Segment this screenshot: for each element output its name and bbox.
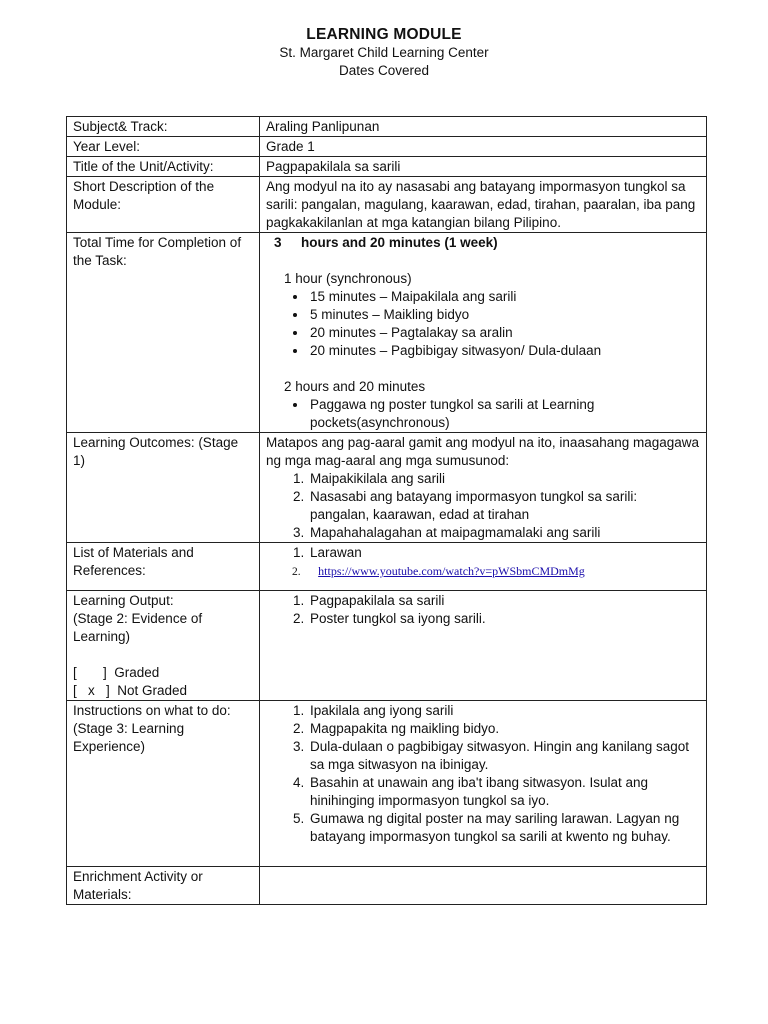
- enrichment-value: [260, 867, 707, 905]
- row-instructions: [67, 701, 707, 867]
- output-item: 1. Pagpapakilala sa sarili: [308, 592, 700, 610]
- instruction-item: 4. Basahin at unawain ang iba't ibang sitwasyon. Isulat ang hinihinging impormasyon tungkol sa iyo.: [308, 774, 700, 810]
- subject-value: Araling Panlipunan: [260, 117, 707, 137]
- outcomes-value: [260, 433, 707, 543]
- sync-item: • 20 minutes – Pagtalakay sa aralin: [308, 324, 700, 342]
- total-time-text: hours and 20 minutes (1 week): [301, 235, 498, 250]
- material-item-link-row: [266, 562, 700, 581]
- learning-output-label-line2: (Stage 2: Evidence of Learning): [73, 611, 203, 644]
- outcomes-list: [266, 470, 700, 542]
- not-graded-option: [ x ] Not Graded: [73, 683, 188, 698]
- row-subject: [67, 117, 707, 137]
- unit-title-value: Pagpapakilala sa sarili: [260, 157, 707, 177]
- outcomes-intro: Matapos ang pag-aaral gamit ang modyul na ito, inaasahang magagawa ng mga mag-aaral ang mga sumusunod:: [266, 435, 700, 468]
- sync-item: • 20 minutes – Pagbibigay sitwasyon/ Dula-dulaan: [308, 342, 700, 360]
- row-title: [67, 157, 707, 177]
- materials-label: List of Materials and References:: [67, 543, 260, 591]
- sync-list: [266, 288, 700, 360]
- year-level-label: Year Level:: [67, 137, 260, 157]
- outcome-item: 2. Nasasabi ang batayang impormasyon tungkol sa sarili: pangalan, kaarawan, edad at tirahan: [308, 488, 700, 524]
- document-title: LEARNING MODULE: [306, 26, 462, 43]
- instruction-item: 5. Gumawa ng digital poster na may sariling larawan. Lagyan ng batayang impormasyon tungkol sa sarili at kwento ng buhay.: [308, 810, 700, 846]
- material-item-number: 2.: [292, 566, 301, 578]
- instructions-label: Instructions on what to do: (Stage 3: Learning Experience): [67, 701, 260, 867]
- material-item: 1. Larawan: [308, 544, 700, 562]
- instructions-value: [260, 701, 707, 867]
- sync-heading: 1 hour (synchronous): [284, 271, 412, 286]
- subject-label: Subject& Track:: [67, 117, 260, 137]
- document-header: [0, 26, 768, 80]
- youtube-link[interactable]: https://www.youtube.com/watch?v=pWSbmCMDmMg: [318, 564, 585, 578]
- row-learning-output: [67, 591, 707, 701]
- instruction-item: 2. Magpapakita ng maikling bidyo.: [308, 720, 700, 738]
- learning-output-value: [260, 591, 707, 701]
- output-item: 2. Poster tungkol sa iyong sarili.: [308, 610, 700, 628]
- instruction-item: 1. Ipakilala ang iyong sarili: [308, 702, 700, 720]
- year-level-value: Grade 1: [260, 137, 707, 157]
- output-list: [266, 592, 700, 628]
- row-year-level: [67, 137, 707, 157]
- instructions-list: [266, 702, 700, 846]
- description-value: Ang modyul na ito ay nasasabi ang batayang impormasyon tungkol sa sarili: pangalan, magulang, kaarawan, edad, tirahan, paaralan, iba pang pagkakakilanlan at mga katangian bilang Pilipino.: [260, 177, 707, 233]
- outcomes-label: Learning Outcomes: (Stage 1): [67, 433, 260, 543]
- unit-title-label: Title of the Unit/Activity:: [67, 157, 260, 177]
- outcome-item: 3. Mapahahalagahan at maipagmamalaki ang sarili: [308, 524, 700, 542]
- async-list: [266, 396, 700, 432]
- description-label: Short Description of the Module:: [67, 177, 260, 233]
- row-outcomes: [67, 433, 707, 543]
- row-materials: [67, 543, 707, 591]
- total-time-heading: [266, 234, 700, 252]
- instruction-item: 3. Dula-dulaan o pagbibigay sitwasyon. Hingin ang kanilang sagot sa mga sitwasyon na ibinigay.: [308, 738, 700, 774]
- async-heading: 2 hours and 20 minutes: [284, 379, 426, 394]
- module-table: [66, 116, 707, 905]
- total-time-value: [260, 233, 707, 433]
- row-description: [67, 177, 707, 233]
- sync-item: • 15 minutes – Maipakilala ang sarili: [308, 288, 700, 306]
- outcome-item: 1. Maipakikilala ang sarili: [308, 470, 700, 488]
- graded-option: [ ] Graded: [73, 665, 160, 680]
- school-name: St. Margaret Child Learning Center: [279, 45, 489, 60]
- enrichment-label: Enrichment Activity or Materials:: [67, 867, 260, 905]
- row-enrichment: [67, 867, 707, 905]
- total-time-number: 3: [274, 235, 282, 250]
- learning-output-label-line1: Learning Output:: [73, 593, 174, 608]
- total-time-label: Total Time for Completion of the Task:: [67, 233, 260, 433]
- materials-list: [266, 544, 700, 562]
- sync-item: • 5 minutes – Maikling bidyo: [308, 306, 700, 324]
- async-item: • Paggawa ng poster tungkol sa sarili at Learning pockets(asynchronous): [308, 396, 700, 432]
- learning-output-label: [67, 591, 260, 701]
- row-total-time: [67, 233, 707, 433]
- dates-covered: Dates Covered: [338, 63, 430, 78]
- materials-value: [260, 543, 707, 591]
